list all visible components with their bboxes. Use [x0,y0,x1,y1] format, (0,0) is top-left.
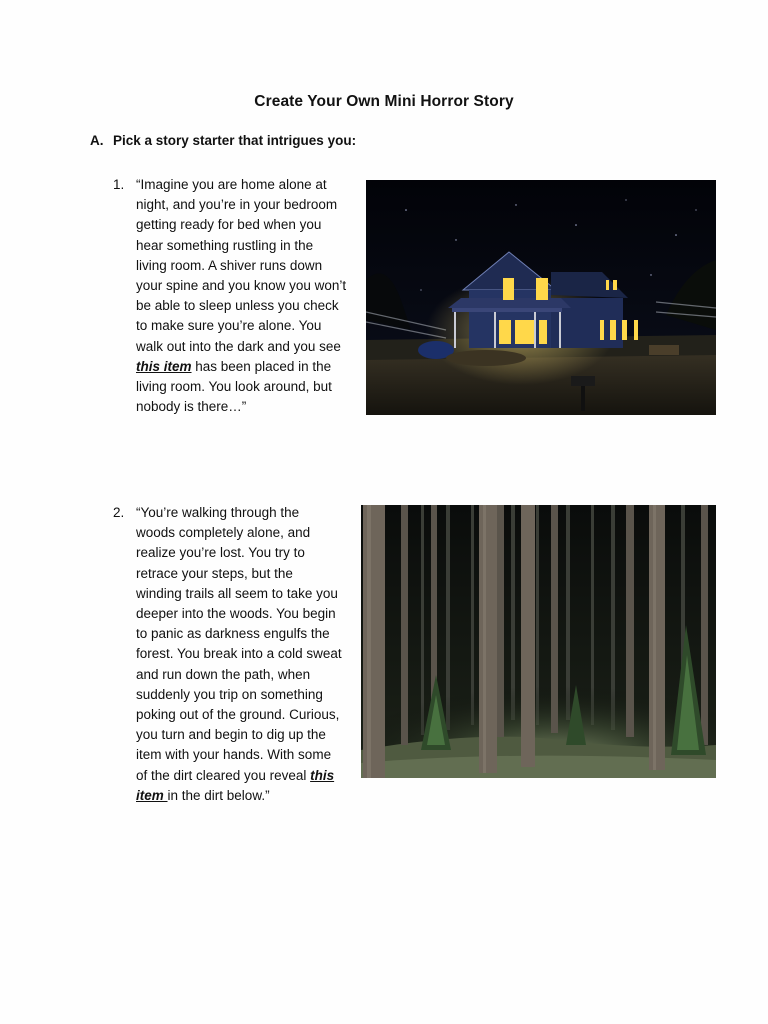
story-line: walk out into the dark and you see [136,338,341,354]
story-line: retrace your steps, but the [136,565,293,581]
story-line: “Imagine you are home alone at [136,177,327,192]
story-line-rest: has been placed in the [191,358,332,374]
story-line: your spine and you know you won’t [136,278,347,294]
section-heading [90,133,356,148]
story-line: deeper into the woods. You begin [136,606,336,622]
story-line: be able to sleep unless you check [136,298,339,314]
story-line: living room. You look around, but [136,379,332,395]
story-line: getting ready for bed when you [136,217,322,233]
story-line: woods completely alone, and [136,525,311,541]
story-line: hear something rustling in the [136,237,314,253]
story-2-text [136,503,342,806]
house-at-night-photo [366,180,716,415]
story-1-number: 1. [113,177,125,192]
story-line: forest. You break into a cold sweat [136,646,342,662]
section-heading-text: Pick a story starter that intrigues you: [113,133,357,148]
document-title: Create Your Own Mini Horror Story [254,93,514,110]
story-line: poking out of the ground. Curious, [136,707,340,723]
story-2-number: 2. [113,505,125,520]
dark-forest-illustration [361,505,716,778]
story-line: living room. A shiver runs down [136,257,323,273]
story-line: winding trails all seem to take you [136,585,338,601]
story-line: nobody is there…” [136,399,247,415]
story-line: you turn and begin to dig up the [136,727,326,743]
story-line: suddenly you trip on something [136,686,323,702]
story-line [136,357,346,377]
emphasized-item-text: item [136,787,168,803]
house-at-night-illustration [366,180,716,415]
section-letter: A. [90,133,104,148]
emphasized-item-text: this [310,767,335,783]
emphasized-item-text: this item [136,358,192,374]
story-line: realize you’re lost. You try to [136,545,305,561]
story-line: to make sure you’re alone. You [136,318,322,334]
story-line: and run down the path, when [136,666,311,682]
story-line [136,786,342,806]
story-line-rest: in the dirt below.” [167,787,270,803]
story-line: item with your hands. With some [136,747,332,763]
story-line [136,766,342,786]
story-line: night, and you’re in your bedroom [136,197,338,213]
story-line: “You’re walking through the [136,505,300,520]
story-line: to panic as darkness engulfs the [136,626,330,642]
story-1-text [136,175,346,417]
dark-forest-photo [361,505,716,778]
story-line-start: of the dirt cleared you reveal [136,767,311,783]
